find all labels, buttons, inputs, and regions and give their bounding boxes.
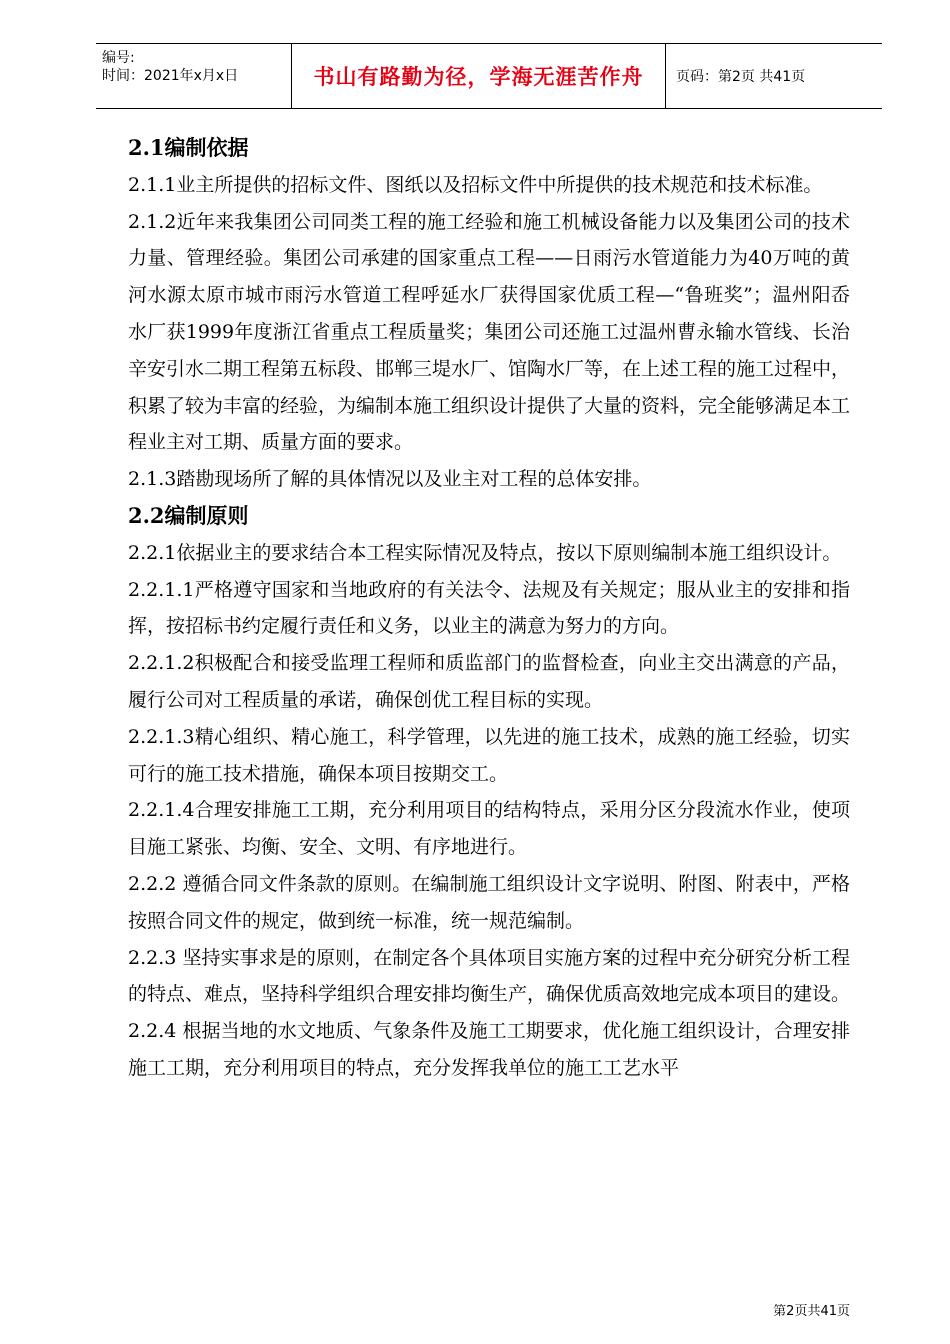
document-number-label: 编号:	[102, 50, 135, 66]
paragraph: 2.2.1.3精心组织、精心施工，科学管理，以先进的施工技术，成熟的施工经验，切实可行的施工技术措施，确保本项目按期交工。	[128, 725, 850, 785]
header-motto: 书山有路勤为径，学海无涯苦作舟	[292, 44, 666, 108]
paragraph: 2.2.1.2积极配合和接受监理工程师和质监部门的监督检查，向业主交出满意的产品，履行公司对工程质量的承诺，确保创优工程目标的实现。	[128, 652, 850, 711]
section-heading: 2.2编制原则	[128, 502, 249, 528]
paragraph: 2.2.2 遵循合同文件条款的原则。在编制施工组织设计文字说明、附图、附表中，严格按照合同文件的规定，做到统一标准，统一规范编制。	[128, 872, 850, 932]
paragraph: 2.2.3 坚持实事求是的原则，在制定各个具体项目实施方案的过程中充分研究分析工程的特点、难点，坚持科学组织合理安排均衡生产，确保优质高效地完成本项目的建设。	[128, 946, 851, 1006]
paragraph: 2.2.1.1严格遵守国家和当地政府的有关法令、法规及有关规定；服从业主的安排和指挥，按招标书约定履行责任和义务，以业主的满意为努力的方向。	[128, 578, 850, 638]
paragraph: 2.2.1.4合理安排施工工期，充分利用项目的结构特点，采用分区分段流水作业，使项目施工紧张、均衡、安全、文明、有序地进行。	[128, 799, 850, 859]
paragraph: 2.1.2近年来我集团公司同类工程的施工经验和施工机械设备能力以及集团公司的技术力量、管理经验。集团公司承建的国家重点工程——日雨污水管道能力为40万吨的黄河水源太原市城市雨污水管道工程呼延水厂获得国家优质工程—“鲁班奖”；温州阳岙水厂获1999年度浙江省重点工程质量奖；集团公司还施工过温州曹永输水管线、长治辛安引水二期工程第五标段、邯郸三堤水厂、馆陶水厂等，在上述工程的施工过程中，积累了较为丰富的经验，为编制本施工组织设计提供了大量的资料，完全能够满足本工程业主对工期、质量方面的要求。	[128, 210, 851, 454]
header-page-info: 页码：第2页 共41页	[676, 69, 806, 85]
page-header	[96, 43, 882, 109]
paragraph: 2.2.1依据业主的要求结合本工程实际情况及特点，按以下原则编制本施工组织设计。	[128, 541, 842, 564]
paragraph: 2.2.4 根据当地的水文地质、气象条件及施工工期要求，优化施工组织设计，合理安排施工工期，充分利用项目的特点，充分发挥我单位的施工工艺水平	[128, 1020, 850, 1079]
page-footer: 第2页共41页	[773, 1304, 850, 1319]
document-body	[128, 130, 850, 1087]
paragraph: 2.1.1业主所提供的招标文件、图纸以及招标文件中所提供的技术规范和技术标准。	[128, 173, 823, 196]
section-heading: 2.1编制依据	[128, 135, 249, 160]
paragraph: 2.1.3踏勘现场所了解的具体情况以及业主对工程的总体安排。	[128, 468, 652, 491]
header-meta	[96, 44, 292, 108]
document-time-label: 时间：2021年x月x日	[102, 68, 239, 84]
